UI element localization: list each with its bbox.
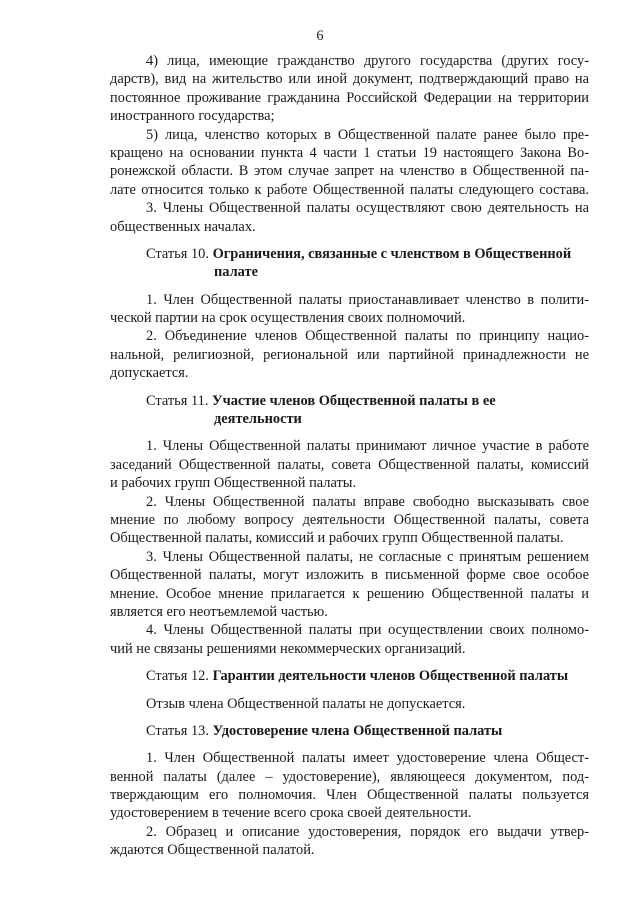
- text-line: 2. Образец и описание удостоверения, порядок его выдачи утвер-: [146, 823, 589, 840]
- article-heading: [110, 667, 589, 685]
- text-line: кращено на основании пункта 4 части 1 статьи 19 настоящего Закона Во-: [110, 144, 589, 161]
- article-title: Гарантии деятельности членов Общественной палаты: [212, 668, 569, 685]
- text-line: 1. Член Общественной палаты приостанавливает членство в полити-: [146, 291, 589, 308]
- article-title: Ограничения, связанные с членством в Общественной: [212, 245, 572, 262]
- text-line: ронежской области. В этом случае запрет на членство в Общественной па-: [110, 163, 589, 180]
- text-line: тверждающим его полномочия. Член Общественной палаты пользуется: [110, 787, 589, 804]
- text-line: Отзыв члена Общественной палаты не допускается.: [146, 695, 466, 712]
- text-line: 5) лица, членство которых в Общественной палате ранее было пре-: [146, 126, 589, 143]
- text-line: является его неотъемлемой частью.: [110, 603, 328, 620]
- article-prefix: Статья 12.: [146, 668, 209, 685]
- text-line: чий не связаны решениями некоммерческих организаций.: [110, 640, 466, 657]
- text-line: 1. Член Общественной палаты имеет удостоверение члена Общест-: [146, 750, 589, 767]
- text-line: 2. Члены Общественной палаты вправе свободно высказывать свое: [146, 493, 589, 510]
- text-line: 3. Члены Общественной палаты, не согласные с принятым решением: [146, 548, 589, 565]
- text-line: мнение. Особое мнение прилагается к решению Общественной палаты и: [110, 585, 589, 602]
- article-title: Удостоверение члена Общественной палаты: [212, 722, 503, 739]
- article-prefix: Статья 11.: [146, 392, 209, 409]
- text-line: Общественной палаты, могут изложить в письменной форме свое особое: [110, 567, 589, 584]
- text-line: ческой партии на срок осуществления своих полномочий.: [110, 310, 466, 327]
- text-line: венной палаты (далее – удостоверение), являющееся документом, под-: [110, 768, 589, 785]
- text-line: лате относится только к работе Общественной палаты следующего состава.: [110, 181, 589, 198]
- text-line: допускается.: [110, 365, 189, 382]
- text-line: Общественной палаты, комиссий и рабочих групп Общественной палаты.: [110, 530, 564, 547]
- article-heading: [110, 722, 589, 740]
- article-heading: [110, 392, 589, 410]
- text-line: дарств), вид на жительство или иной документ, подтверждающий право на: [110, 71, 589, 88]
- article-title-continued: деятельности: [214, 411, 302, 428]
- text-line: удостоверением в течение всего срока своей деятельности.: [110, 805, 472, 822]
- text-line: нальной, религиозной, региональной или партийной принадлежности не: [110, 346, 589, 363]
- text-line: 1. Члены Общественной палаты принимают личное участие в работе: [146, 438, 589, 455]
- text-line: постоянное проживание гражданина Российской Федерации на территории: [110, 89, 589, 106]
- article-heading: [110, 245, 589, 263]
- text-line: 4. Члены Общественной палаты при осуществлении своих полномо-: [146, 622, 589, 639]
- text-line: и рабочих групп Общественной палаты.: [110, 475, 357, 492]
- text-line: 2. Объединение членов Общественной палаты по принципу нацио-: [146, 328, 589, 345]
- text-line: заседаний Общественной палаты, совета Общественной палаты, комиссий: [110, 456, 589, 473]
- text-line: иностранного государства;: [110, 108, 275, 125]
- article-prefix: Статья 13.: [146, 722, 209, 739]
- text-line: общественных началах.: [110, 218, 256, 235]
- text-line: 3. Члены Общественной палаты осуществляют свою деятельность на: [146, 200, 589, 217]
- text-line: мнение по любому вопросу деятельности Общественной палаты, совета: [110, 511, 589, 528]
- page-number: 6: [316, 28, 324, 44]
- document-body: [110, 52, 589, 860]
- text-line: ждаются Общественной палатой.: [110, 842, 315, 859]
- article-title: Участие членов Общественной палаты в ее: [212, 392, 496, 409]
- article-prefix: Статья 10.: [146, 245, 209, 262]
- article-title-continued: палате: [214, 264, 258, 281]
- text-line: 4) лица, имеющие гражданство другого государства (других госу-: [146, 53, 589, 69]
